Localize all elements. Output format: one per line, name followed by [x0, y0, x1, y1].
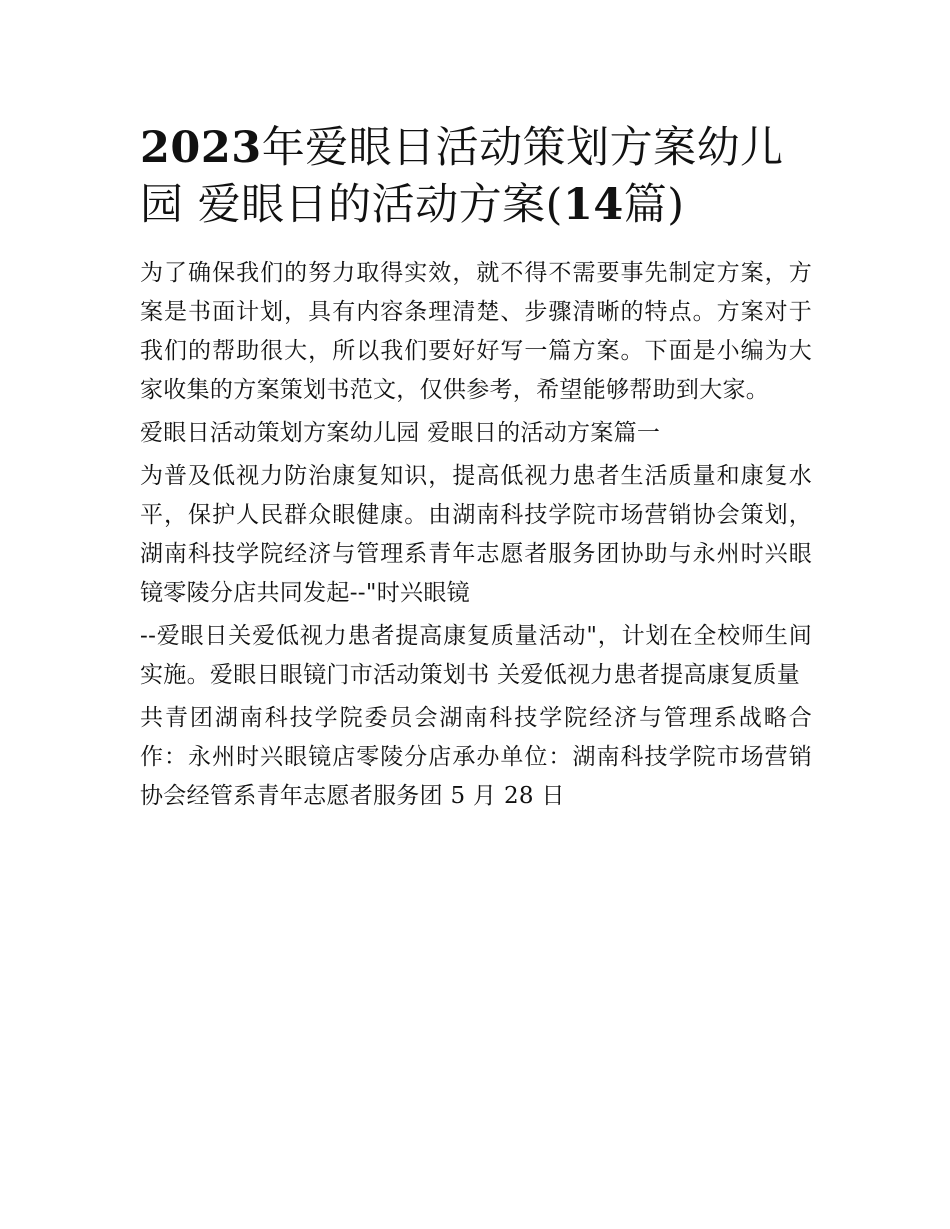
document-page	[140, 120, 812, 816]
title-text-suffix: 篇)	[623, 180, 685, 230]
document-body	[140, 254, 812, 816]
title-year: 2023	[140, 123, 262, 173]
document-title	[140, 120, 812, 234]
title-count: 14	[562, 180, 624, 230]
body-paragraph: 共青团湖南科技学院委员会湖南科技学院经济与管理系战略合作：永州时兴眼镜店零陵分店承办单位：湖南科技学院市场营销协会经管系青年志愿者服务团 5 月 28 日	[140, 705, 812, 809]
title-text-main: 年爱眼日活动策划方案幼儿园 爱眼日的活动方案(	[140, 123, 784, 230]
body-paragraph: --爱眼日关爱低视力患者提高康复质量活动"，计划在全校师生间实施。爱眼日眼镜门市活动策划书 关爱低视力患者提高康复质量	[140, 623, 812, 688]
section-heading: 爱眼日活动策划方案幼儿园 爱眼日的活动方案篇一	[140, 420, 661, 446]
intro-paragraph: 为了确保我们的努力取得实效，就不得不需要事先制定方案，方案是书面计划，具有内容条理清楚、步骤清晰的特点。方案对于我们的帮助很大，所以我们要好好写一篇方案。下面是小编为大家收集的方案策划书范文，仅供参考，希望能够帮助到大家。	[140, 260, 812, 403]
body-paragraph: 为普及低视力防治康复知识，提高低视力患者生活质量和康复水平，保护人民群众眼健康。由湖南科技学院市场营销协会策划，湖南科技学院经济与管理系青年志愿者服务团协助与永州时兴眼镜零陵分店共同发起--"时兴眼镜	[140, 463, 812, 606]
